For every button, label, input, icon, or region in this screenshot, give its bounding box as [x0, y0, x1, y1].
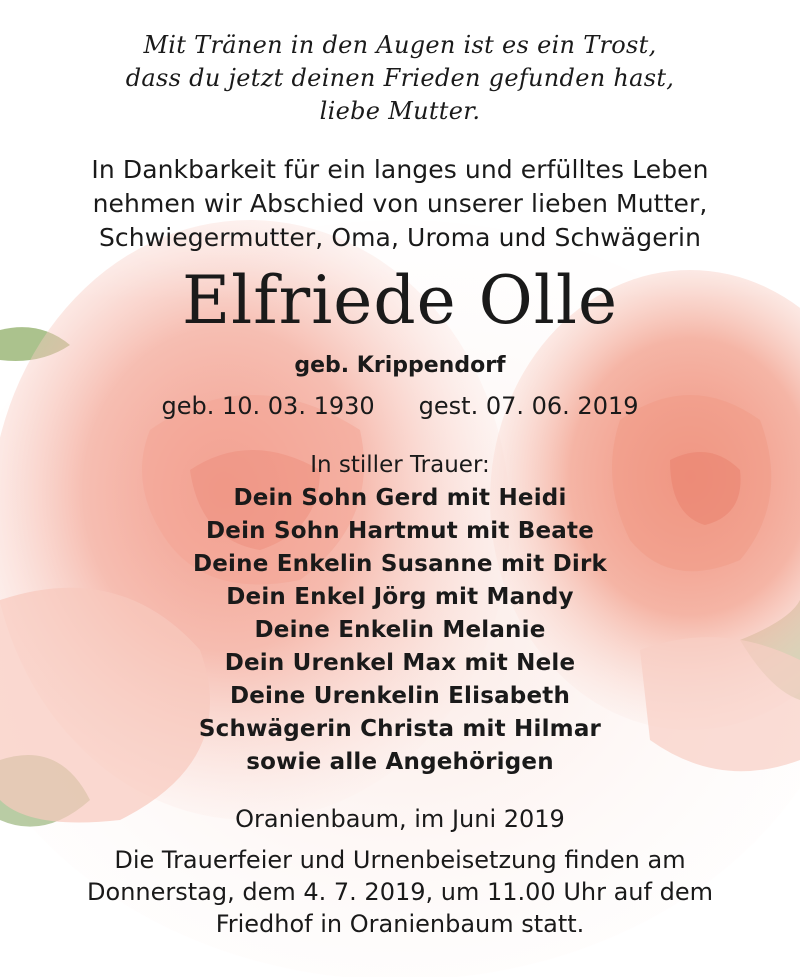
mourning-heading: In stiller Trauer:	[310, 452, 490, 478]
place-and-date: Oranienbaum, im Juni 2019	[235, 805, 565, 833]
mourner-line: Dein Urenkel Max mit Nele	[224, 650, 576, 676]
motto-line: liebe Mutter.	[319, 97, 481, 125]
intro-line: In Dankbarkeit für ein langes und erfülltes Leben	[91, 155, 709, 184]
mourner-line: sowie alle Angehörigen	[246, 749, 554, 775]
mourner-line: Dein Sohn Gerd mit Heidi	[233, 485, 567, 511]
mourner-line: Deine Enkelin Susanne mit Dirk	[192, 551, 608, 577]
ceremony-line: Donnerstag, dem 4. 7. 2019, um 11.00 Uhr auf dem	[87, 878, 713, 906]
motto-line: Mit Tränen in den Augen ist es ein Trost,	[143, 31, 657, 59]
ceremony-line: Die Trauerfeier und Urnenbeisetzung finden am	[114, 846, 686, 874]
death-date: gest. 07. 06. 2019	[418, 392, 639, 420]
intro-line: nehmen wir Abschied von unserer lieben Mutter,	[92, 189, 708, 218]
deceased-name: Elfriede Olle	[181, 262, 619, 339]
ceremony-line: Friedhof in Oranienbaum statt.	[215, 910, 585, 938]
mourner-line: Schwägerin Christa mit Hilmar	[198, 716, 602, 742]
motto-line: dass du jetzt deinen Frieden gefunden hast,	[125, 64, 675, 92]
intro-line: Schwiegermutter, Oma, Uroma und Schwägerin	[98, 223, 702, 252]
mourner-line: Deine Enkelin Melanie	[254, 617, 546, 643]
mourner-line: Deine Urenkelin Elisabeth	[229, 683, 571, 709]
mourner-line: Dein Sohn Hartmut mit Beate	[205, 518, 595, 544]
mourner-line: Dein Enkel Jörg mit Mandy	[226, 584, 574, 610]
birth-date: geb. 10. 03. 1930	[161, 392, 375, 420]
maiden-name: geb. Krippendorf	[294, 353, 506, 378]
life-dates	[0, 392, 800, 420]
